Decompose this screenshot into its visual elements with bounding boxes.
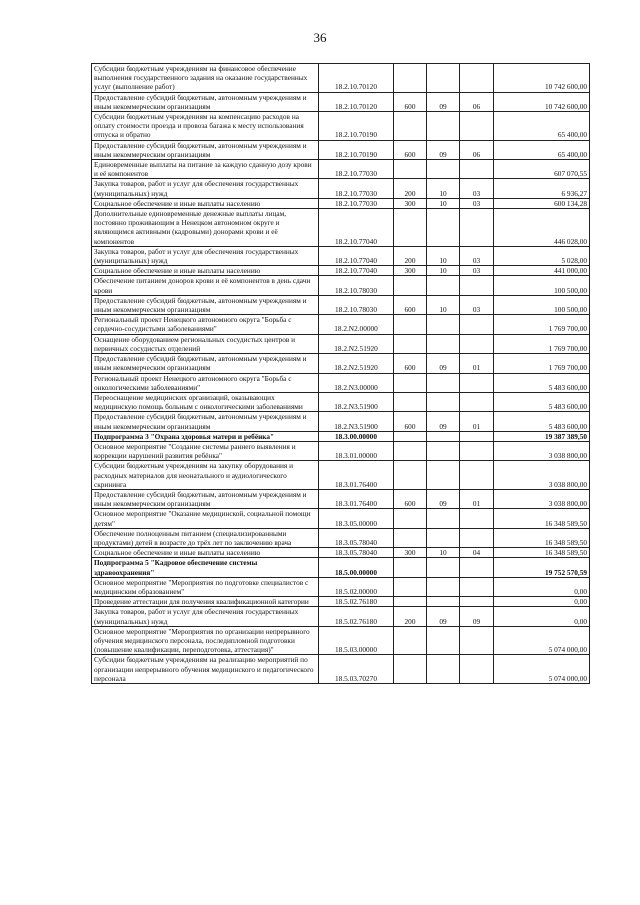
target-article-code-cell: 18.5.02.00000 — [319, 577, 394, 596]
expense-type-cell — [394, 655, 427, 684]
target-article-code-cell: 18.2.10.78030 — [319, 295, 394, 314]
subsection-cell: 03 — [460, 198, 494, 208]
row-name-cell: Подпрограмма 5 "Кадровое обеспечение системы здравоохранения" — [92, 558, 319, 577]
table-row — [92, 295, 590, 314]
subsection-cell — [460, 528, 494, 547]
section-cell: 10 — [427, 295, 460, 314]
table-row — [92, 92, 590, 111]
table-row — [92, 655, 590, 684]
amount-cell: 0,00 — [494, 577, 590, 596]
target-article-code-cell: 18.3.01.76400 — [319, 461, 394, 490]
subsection-cell: 03 — [460, 295, 494, 314]
target-article-code-cell: 18.2.10.77030 — [319, 179, 394, 198]
table-row — [92, 64, 590, 93]
expense-type-cell — [394, 441, 427, 460]
row-name-cell: Проведение аттестации для получения квалификационной категории — [92, 597, 319, 607]
expense-type-cell — [394, 558, 427, 577]
expense-type-cell — [394, 64, 427, 93]
amount-cell: 5 483 600,00 — [494, 392, 590, 411]
subsection-cell: 03 — [460, 246, 494, 265]
target-article-code-cell: 18.3.05.00000 — [319, 509, 394, 528]
section-cell: 09 — [427, 92, 460, 111]
subsection-cell — [460, 392, 494, 411]
amount-cell: 65 400,00 — [494, 140, 590, 159]
section-cell — [427, 334, 460, 353]
row-name-cell: Предоставление субсидий бюджетным, автономным учреждениям и иным некоммерческим организациям — [92, 140, 319, 159]
subsection-cell — [460, 597, 494, 607]
target-article-code-cell: 18.3.01.76400 — [319, 489, 394, 508]
expense-type-cell — [394, 209, 427, 247]
expense-type-cell — [394, 597, 427, 607]
target-article-code-cell: 18.3.01.00000 — [319, 441, 394, 460]
table-row — [92, 577, 590, 596]
row-name-cell: Региональный проект Ненецкого автономного округа "Борьба с онкологическими заболеваниями" — [92, 373, 319, 392]
subsection-cell — [460, 431, 494, 441]
target-article-code-cell: 18.2.10.77040 — [319, 246, 394, 265]
section-cell — [427, 209, 460, 247]
table-row — [92, 140, 590, 159]
expense-type-cell — [394, 431, 427, 441]
row-name-cell: Региональный проект Ненецкого автономного округа "Борьба с сердечно-сосудистыми заболеваниями" — [92, 315, 319, 334]
row-name-cell: Социальное обеспечение и иные выплаты населению — [92, 198, 319, 208]
section-cell — [427, 461, 460, 490]
amount-cell: 19 752 570,59 — [494, 558, 590, 577]
row-name-cell: Субсидии бюджетным учреждениям на закупку оборудования и расходных материалов для неонатального и аудиологического скрининга — [92, 461, 319, 490]
section-cell — [427, 597, 460, 607]
row-name-cell: Предоставление субсидий бюджетным, автономным учреждениям и иным некоммерческим организациям — [92, 412, 319, 431]
row-name-cell: Субсидии бюджетным учреждениям на компенсацию расходов на оплату стоимости проезда и провоза багажа к месту использования отпуска и обратно — [92, 112, 319, 141]
table-row — [92, 315, 590, 334]
amount-cell: 16 348 589,50 — [494, 548, 590, 558]
section-cell: 10 — [427, 266, 460, 276]
expense-type-cell: 300 — [394, 198, 427, 208]
table-row — [92, 334, 590, 353]
section-cell — [427, 276, 460, 295]
target-article-code-cell: 18.5.02.76180 — [319, 607, 394, 626]
row-name-cell: Предоставление субсидий бюджетным, автономным учреждениям и иным некоммерческим организациям — [92, 92, 319, 111]
subsection-cell — [460, 64, 494, 93]
amount-cell: 1 769 700,00 — [494, 315, 590, 334]
table-row — [92, 392, 590, 411]
target-article-code-cell: 18.2.N2.00000 — [319, 315, 394, 334]
subsection-cell — [460, 461, 494, 490]
budget-table-body — [92, 64, 590, 684]
target-article-code-cell: 18.2.N3.51900 — [319, 412, 394, 431]
section-cell — [427, 112, 460, 141]
amount-cell: 0,00 — [494, 607, 590, 626]
subsection-cell: 03 — [460, 179, 494, 198]
target-article-code-cell: 18.2.10.70120 — [319, 64, 394, 93]
section-cell — [427, 64, 460, 93]
amount-cell: 5 483 600,00 — [494, 412, 590, 431]
row-name-cell: Основное мероприятие "Создание системы раннего выявления и коррекции нарушений развития ребёнка" — [92, 441, 319, 460]
amount-cell: 100 500,00 — [494, 295, 590, 314]
section-cell: 10 — [427, 198, 460, 208]
section-cell — [427, 392, 460, 411]
subsection-cell: 06 — [460, 92, 494, 111]
amount-cell: 3 038 800,00 — [494, 489, 590, 508]
row-name-cell: Закупка товаров, работ и услуг для обеспечения государственных (муниципальных) нужд — [92, 246, 319, 265]
row-name-cell: Закупка товаров, работ и услуг для обеспечения государственных (муниципальных) нужд — [92, 607, 319, 626]
expense-type-cell — [394, 461, 427, 490]
row-name-cell: Предоставление субсидий бюджетным, автономным учреждениям и иным некоммерческим организациям — [92, 295, 319, 314]
page-number: 36 — [313, 30, 327, 45]
table-row — [92, 431, 590, 441]
target-article-code-cell: 18.2.10.70190 — [319, 140, 394, 159]
table-row — [92, 626, 590, 655]
table-row — [92, 266, 590, 276]
section-cell: 09 — [427, 412, 460, 431]
expense-type-cell — [394, 315, 427, 334]
subsection-cell: 09 — [460, 607, 494, 626]
target-article-code-cell: 18.5.02.76180 — [319, 597, 394, 607]
target-article-code-cell: 18.2.10.70190 — [319, 112, 394, 141]
subsection-cell — [460, 160, 494, 179]
table-row — [92, 246, 590, 265]
target-article-code-cell: 18.2.N2.51920 — [319, 354, 394, 373]
section-cell — [427, 160, 460, 179]
table-row — [92, 112, 590, 141]
row-name-cell: Обеспечение полноценным питанием (специализированными продуктами) детей в возрасте до трёх лет по заключению врача — [92, 528, 319, 547]
expense-type-cell — [394, 334, 427, 353]
expense-type-cell — [394, 392, 427, 411]
row-name-cell: Обеспечение питанием доноров крови и её компонентов в день сдачи крови — [92, 276, 319, 295]
amount-cell: 16 348 589,50 — [494, 509, 590, 528]
row-name-cell: Предоставление субсидий бюджетным, автономным учреждениям и иным некоммерческим организациям — [92, 489, 319, 508]
subsection-cell — [460, 209, 494, 247]
table-row — [92, 412, 590, 431]
expense-type-cell: 600 — [394, 354, 427, 373]
table-row — [92, 558, 590, 577]
expense-type-cell — [394, 577, 427, 596]
table-row — [92, 597, 590, 607]
amount-cell: 65 400,00 — [494, 112, 590, 141]
subsection-cell — [460, 441, 494, 460]
table-row — [92, 548, 590, 558]
section-cell — [427, 577, 460, 596]
section-cell — [427, 431, 460, 441]
row-name-cell: Субсидии бюджетным учреждениям на финансовое обеспечение выполнения государственного задания на оказание государственных услуг (выполнение работ) — [92, 64, 319, 93]
expense-type-cell: 300 — [394, 266, 427, 276]
subsection-cell — [460, 626, 494, 655]
budget-table — [91, 63, 590, 684]
row-name-cell: Основное мероприятие "Мероприятия по подготовке специалистов с медицинским образованием" — [92, 577, 319, 596]
expense-type-cell — [394, 276, 427, 295]
expense-type-cell — [394, 509, 427, 528]
section-cell: 09 — [427, 140, 460, 159]
amount-cell: 5 074 000,00 — [494, 626, 590, 655]
section-cell: 10 — [427, 246, 460, 265]
section-cell — [427, 315, 460, 334]
table-row — [92, 528, 590, 547]
expense-type-cell: 600 — [394, 412, 427, 431]
row-name-cell: Основное мероприятие "Оказание медицинской, социальной помощи детям" — [92, 509, 319, 528]
amount-cell: 3 038 800,00 — [494, 461, 590, 490]
table-row — [92, 461, 590, 490]
row-name-cell: Дополнительные единовременные денежные выплаты лицам, постоянно проживающим в Ненецком автономном округе и являющимся активными (кадровыми) донорами крови и её компонентов — [92, 209, 319, 247]
amount-cell: 5 074 000,00 — [494, 655, 590, 684]
section-cell — [427, 528, 460, 547]
amount-cell: 3 038 800,00 — [494, 441, 590, 460]
amount-cell: 446 028,00 — [494, 209, 590, 247]
section-cell — [427, 509, 460, 528]
row-name-cell: Субсидии бюджетным учреждениям на реализацию мероприятий по организации непрерывного обучения медицинского и педагогического персонала — [92, 655, 319, 684]
expense-type-cell: 600 — [394, 140, 427, 159]
subsection-cell — [460, 577, 494, 596]
amount-cell: 6 936,27 — [494, 179, 590, 198]
section-cell: 09 — [427, 489, 460, 508]
section-cell — [427, 558, 460, 577]
amount-cell: 607 070,55 — [494, 160, 590, 179]
section-cell — [427, 655, 460, 684]
subsection-cell: 03 — [460, 266, 494, 276]
section-cell — [427, 373, 460, 392]
subsection-cell: 01 — [460, 489, 494, 508]
section-cell: 10 — [427, 179, 460, 198]
target-article-code-cell: 18.2.10.77040 — [319, 209, 394, 247]
target-article-code-cell: 18.2.10.77030 — [319, 160, 394, 179]
row-name-cell: Подпрограмма 3 "Охрана здоровья матери и ребёнка" — [92, 431, 319, 441]
amount-cell: 441 000,00 — [494, 266, 590, 276]
table-row — [92, 373, 590, 392]
target-article-code-cell: 18.5.00.00000 — [319, 558, 394, 577]
amount-cell: 19 387 389,50 — [494, 431, 590, 441]
amount-cell: 5 483 600,00 — [494, 373, 590, 392]
row-name-cell: Основное мероприятие "Мероприятия по организации непрерывного обучения медицинского персонала, последипломной подготовки (повышение квалификации, переподготовка, аттестация)" — [92, 626, 319, 655]
row-name-cell: Социальное обеспечение и иные выплаты населению — [92, 548, 319, 558]
target-article-code-cell: 18.2.N2.51920 — [319, 334, 394, 353]
table-row — [92, 198, 590, 208]
amount-cell: 0,00 — [494, 597, 590, 607]
target-article-code-cell: 18.2.N3.51900 — [319, 392, 394, 411]
target-article-code-cell: 18.5.03.00000 — [319, 626, 394, 655]
table-row — [92, 509, 590, 528]
expense-type-cell — [394, 160, 427, 179]
table-row — [92, 276, 590, 295]
table-row — [92, 160, 590, 179]
table-row — [92, 354, 590, 373]
subsection-cell — [460, 112, 494, 141]
row-name-cell: Переоснащение медицинских организаций, оказывающих медицинскую помощь больным с онкологическими заболеваниями — [92, 392, 319, 411]
section-cell: 10 — [427, 548, 460, 558]
amount-cell: 16 348 589,50 — [494, 528, 590, 547]
target-article-code-cell: 18.2.10.70120 — [319, 92, 394, 111]
amount-cell: 5 028,00 — [494, 246, 590, 265]
target-article-code-cell: 18.2.10.78030 — [319, 276, 394, 295]
subsection-cell: 06 — [460, 140, 494, 159]
row-name-cell: Закупка товаров, работ и услуг для обеспечения государственных (муниципальных) нужд — [92, 179, 319, 198]
subsection-cell — [460, 373, 494, 392]
table-row — [92, 441, 590, 460]
amount-cell: 10 742 600,00 — [494, 64, 590, 93]
amount-cell: 1 769 700,00 — [494, 334, 590, 353]
expense-type-cell — [394, 528, 427, 547]
expense-type-cell — [394, 373, 427, 392]
target-article-code-cell: 18.2.10.77040 — [319, 266, 394, 276]
subsection-cell — [460, 334, 494, 353]
subsection-cell: 01 — [460, 412, 494, 431]
target-article-code-cell: 18.2.N3.00000 — [319, 373, 394, 392]
table-row — [92, 489, 590, 508]
table-row — [92, 179, 590, 198]
section-cell — [427, 441, 460, 460]
subsection-cell — [460, 315, 494, 334]
expense-type-cell: 200 — [394, 607, 427, 626]
subsection-cell — [460, 276, 494, 295]
expense-type-cell: 600 — [394, 92, 427, 111]
section-cell — [427, 626, 460, 655]
subsection-cell: 04 — [460, 548, 494, 558]
expense-type-cell — [394, 626, 427, 655]
amount-cell: 600 134,28 — [494, 198, 590, 208]
target-article-code-cell: 18.3.05.78040 — [319, 548, 394, 558]
subsection-cell — [460, 509, 494, 528]
amount-cell: 100 500,00 — [494, 276, 590, 295]
expense-type-cell: 200 — [394, 246, 427, 265]
target-article-code-cell: 18.2.10.77030 — [319, 198, 394, 208]
subsection-cell — [460, 558, 494, 577]
row-name-cell: Единовременные выплаты на питание за каждую сданную дозу крови и её компонентов — [92, 160, 319, 179]
row-name-cell: Предоставление субсидий бюджетным, автономным учреждениям и иным некоммерческим организациям — [92, 354, 319, 373]
amount-cell: 10 742 600,00 — [494, 92, 590, 111]
amount-cell: 1 769 700,00 — [494, 354, 590, 373]
subsection-cell: 01 — [460, 354, 494, 373]
expense-type-cell: 300 — [394, 548, 427, 558]
table-row — [92, 209, 590, 247]
section-cell: 09 — [427, 354, 460, 373]
target-article-code-cell: 18.3.05.78040 — [319, 528, 394, 547]
expense-type-cell: 600 — [394, 489, 427, 508]
subsection-cell — [460, 655, 494, 684]
table-row — [92, 607, 590, 626]
row-name-cell: Оснащение оборудованием региональных сосудистых центров и первичных сосудистых отделений — [92, 334, 319, 353]
expense-type-cell — [394, 112, 427, 141]
section-cell: 09 — [427, 607, 460, 626]
target-article-code-cell: 18.5.03.70270 — [319, 655, 394, 684]
target-article-code-cell: 18.3.00.00000 — [319, 431, 394, 441]
expense-type-cell: 600 — [394, 295, 427, 314]
expense-type-cell: 200 — [394, 179, 427, 198]
row-name-cell: Социальное обеспечение и иные выплаты населению — [92, 266, 319, 276]
